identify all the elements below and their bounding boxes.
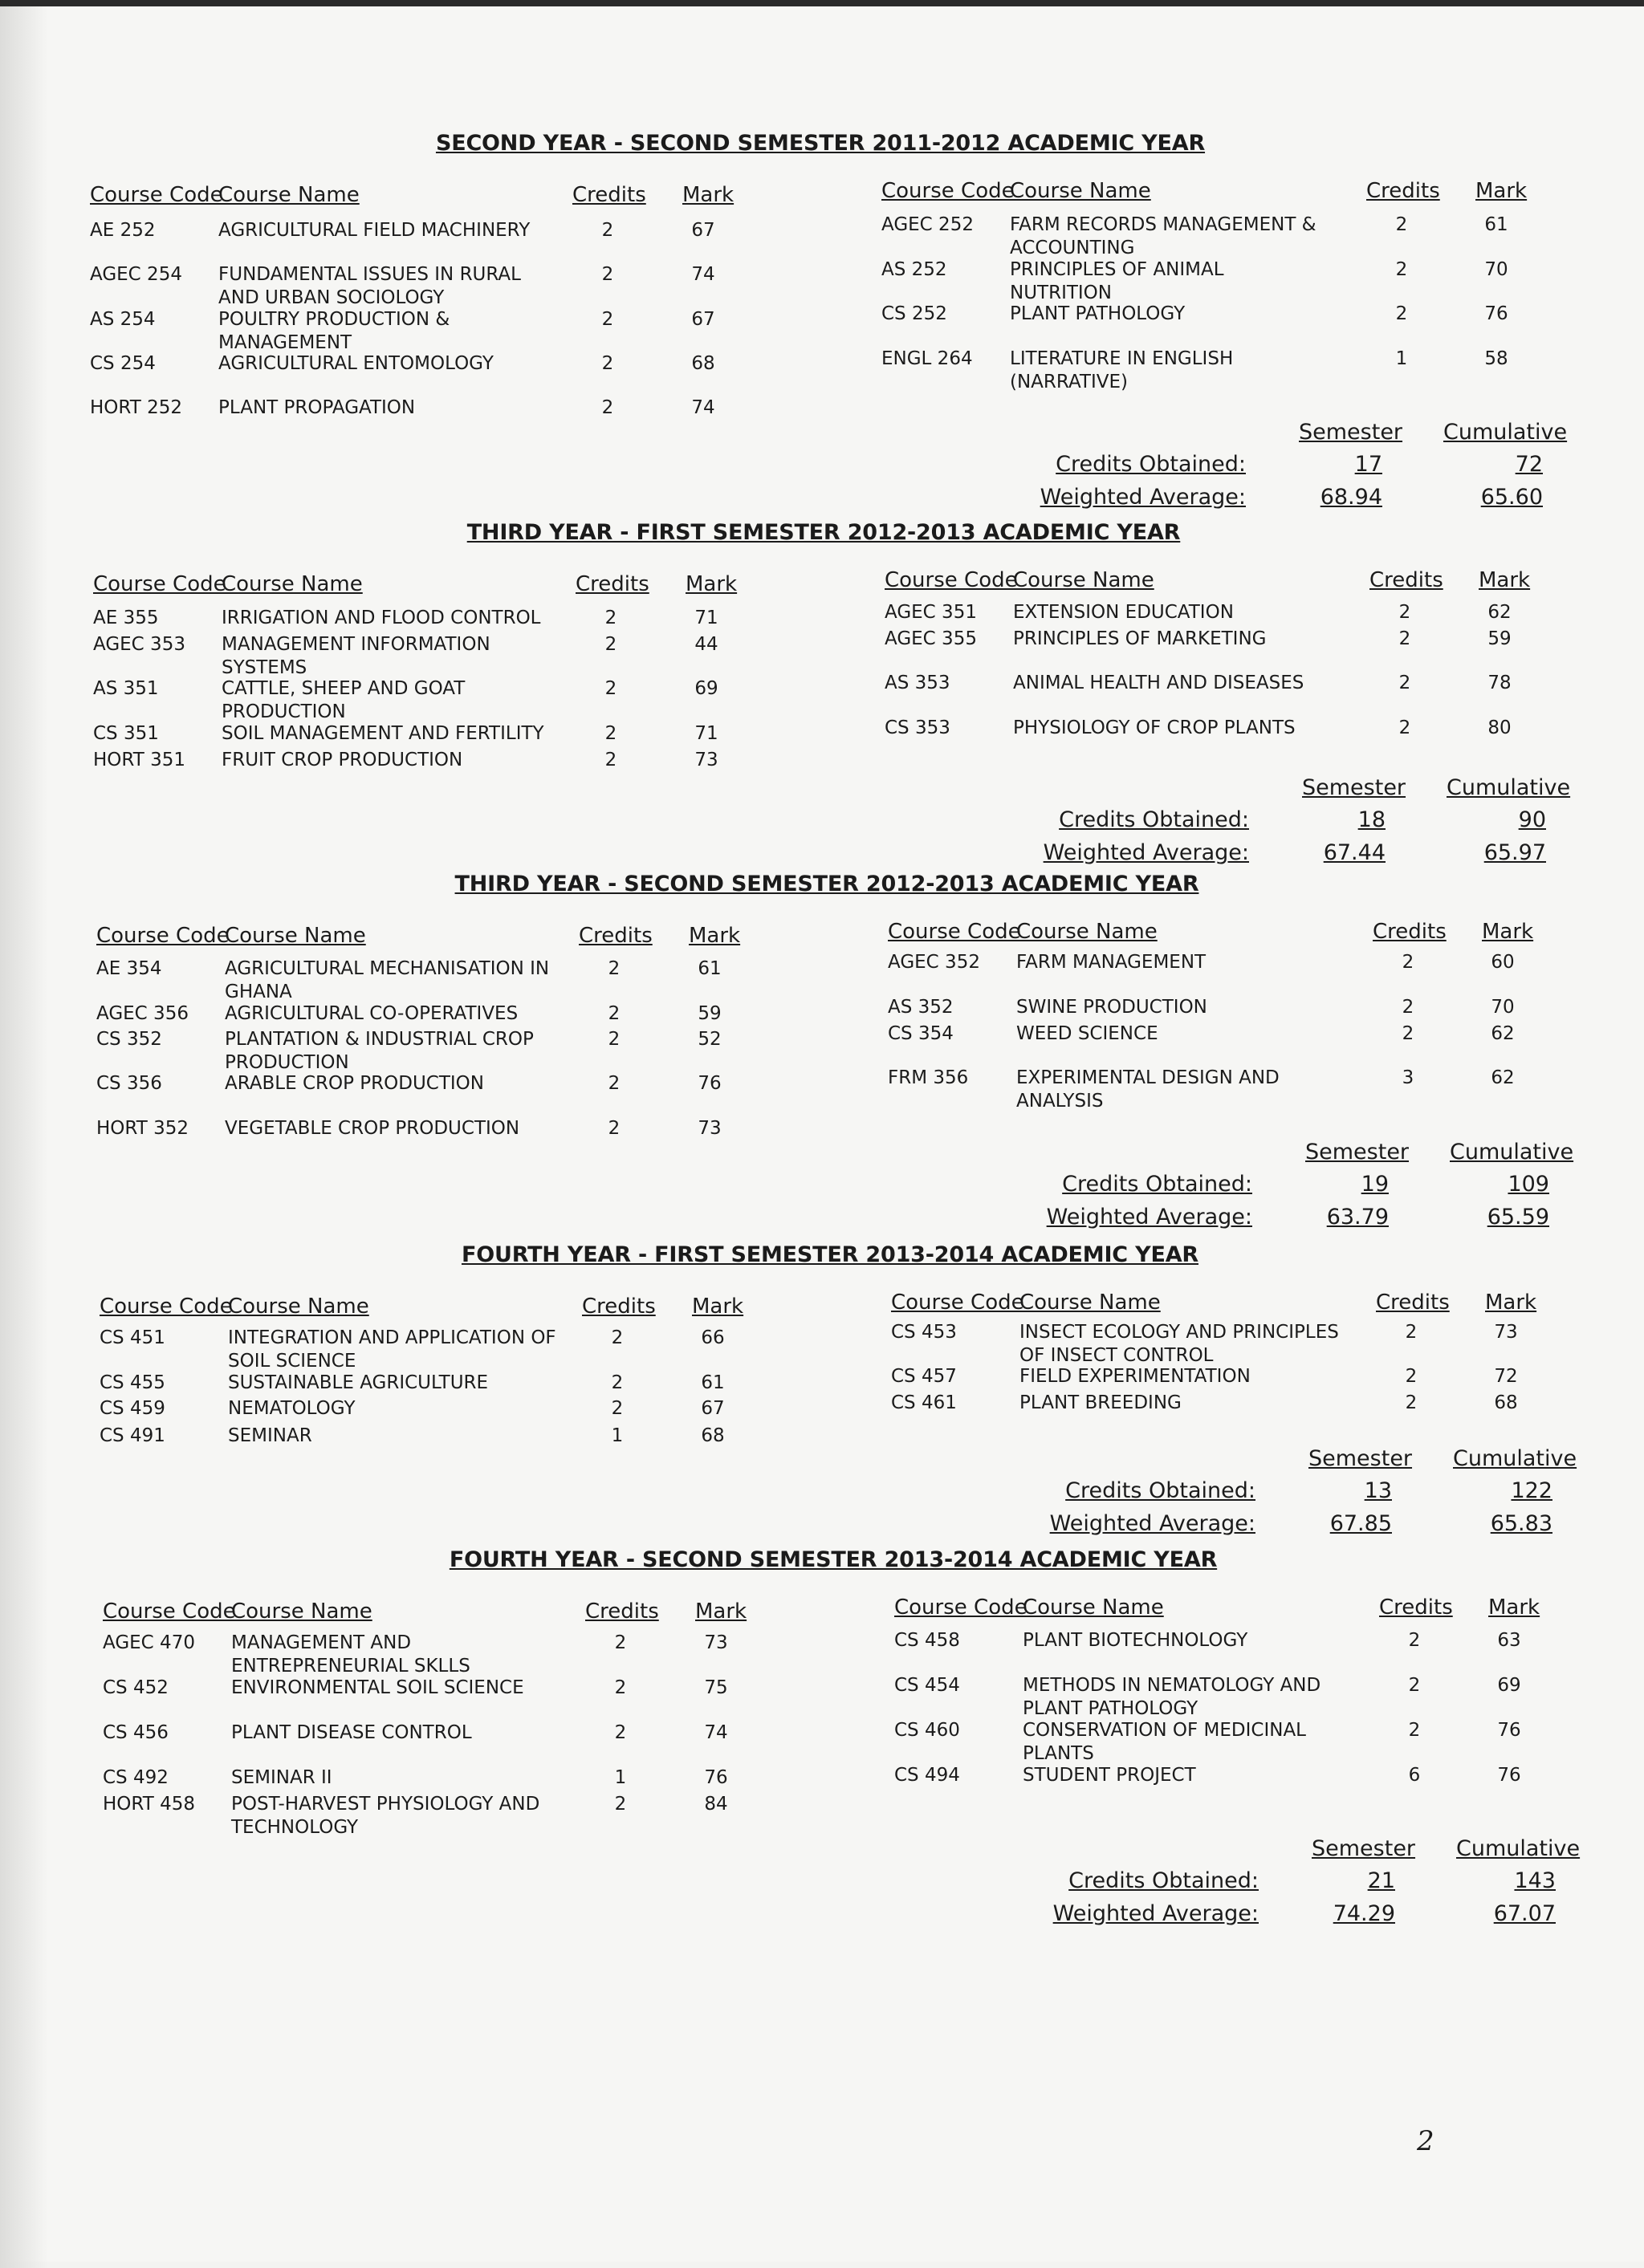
- course-mark: 61: [701, 1372, 725, 1393]
- course-credits: 2: [614, 1677, 627, 1698]
- course-name: INTEGRATION AND APPLICATION OF SOIL SCIENCE: [228, 1327, 556, 1372]
- course-name: IRRIGATION AND FLOOD CONTROL: [222, 608, 541, 628]
- header-mark: Mark: [682, 183, 735, 207]
- course-mark: 68: [1494, 1392, 1518, 1413]
- course-code: CS 455: [100, 1372, 165, 1393]
- course-credits: 2: [1398, 717, 1411, 738]
- header-credits: Credits: [1373, 920, 1447, 944]
- summary-cumulative-header: Cumulative: [1453, 1446, 1577, 1471]
- cumulative-credits: 90: [1518, 807, 1546, 832]
- semester-credits: 18: [1357, 807, 1386, 832]
- course-mark: 75: [704, 1677, 728, 1698]
- course-mark: 76: [1497, 1720, 1521, 1741]
- course-name: FARM RECORDS MANAGEMENT & ACCOUNTING: [1010, 214, 1316, 258]
- course-mark: 74: [691, 264, 715, 285]
- header-course-name: Course Name: [222, 572, 363, 596]
- course-mark: 62: [1491, 1023, 1515, 1044]
- course-credits: 1: [611, 1425, 624, 1446]
- course-mark: 74: [704, 1722, 728, 1743]
- course-credits: 3: [1402, 1067, 1414, 1088]
- course-name: EXPERIMENTAL DESIGN AND ANALYSIS: [1016, 1067, 1280, 1112]
- course-code: AGEC 352: [888, 952, 980, 973]
- section-title: FOURTH YEAR - FIRST SEMESTER 2013-2014 ACADEMIC YEAR: [461, 1242, 1198, 1267]
- header-course-code: Course Code: [885, 568, 1018, 592]
- course-code: HORT 352: [96, 1118, 189, 1139]
- semester-summary: [0, 420, 1644, 524]
- course-mark: 76: [1497, 1765, 1521, 1786]
- course-credits: 2: [604, 750, 617, 770]
- credits-obtained-label: Credits Obtained:: [1068, 1868, 1259, 1893]
- course-code: CS 451: [100, 1327, 165, 1348]
- summary-semester-header: Semester: [1305, 1140, 1410, 1164]
- course-code: AS 352: [888, 997, 954, 1018]
- course-credits: 2: [1395, 303, 1408, 324]
- course-mark: 62: [1487, 602, 1512, 623]
- course-code: CS 353: [885, 717, 950, 738]
- course-credits: 2: [1398, 628, 1411, 649]
- course-name: PLANT PATHOLOGY: [1010, 303, 1186, 324]
- course-name: PHYSIOLOGY OF CROP PLANTS: [1013, 717, 1296, 738]
- credits-obtained-label: Credits Obtained:: [1056, 452, 1246, 477]
- cumulative-credits: 109: [1508, 1172, 1549, 1197]
- course-credits: 2: [1405, 1366, 1418, 1387]
- course-code: CS 252: [881, 303, 947, 324]
- course-credits: 2: [1398, 602, 1411, 623]
- section-title: FOURTH YEAR - SECOND SEMESTER 2013-2014 ACADEMIC YEAR: [449, 1547, 1218, 1572]
- header-mark: Mark: [692, 1295, 744, 1319]
- course-name: POST-HARVEST PHYSIOLOGY AND TECHNOLOGY: [231, 1794, 540, 1838]
- course-credits: 2: [1408, 1675, 1421, 1696]
- course-name: SWINE PRODUCTION: [1016, 997, 1207, 1018]
- header-mark: Mark: [1485, 1290, 1537, 1315]
- header-credits: Credits: [1366, 179, 1440, 203]
- cumulative-weighted-average: 65.97: [1483, 840, 1546, 865]
- cumulative-weighted-average: 65.59: [1487, 1205, 1549, 1230]
- course-credits: 2: [1408, 1720, 1421, 1741]
- course-mark: 59: [698, 1003, 722, 1024]
- course-code: AS 353: [885, 673, 950, 693]
- course-name: CATTLE, SHEEP AND GOAT PRODUCTION: [222, 678, 466, 722]
- course-code: ENGL 264: [881, 348, 973, 369]
- course-code: CS 453: [891, 1322, 957, 1343]
- course-name: STUDENT PROJECT: [1023, 1765, 1196, 1786]
- course-code: AGEC 356: [96, 1003, 189, 1024]
- header-course-name: Course Name: [225, 924, 366, 948]
- header-credits: Credits: [576, 572, 649, 596]
- course-name: PRINCIPLES OF MARKETING: [1013, 628, 1267, 649]
- summary-cumulative-header: Cumulative: [1447, 775, 1571, 800]
- course-mark: 76: [704, 1767, 728, 1788]
- course-credits: 2: [1402, 1023, 1414, 1044]
- credits-obtained-label: Credits Obtained:: [1062, 1172, 1252, 1197]
- cumulative-credits: 143: [1514, 1868, 1556, 1893]
- section-title: THIRD YEAR - FIRST SEMESTER 2012-2013 ACADEMIC YEAR: [466, 520, 1181, 545]
- course-code: AS 254: [90, 309, 156, 330]
- course-credits: 2: [601, 353, 614, 374]
- semester-weighted-average: 67.85: [1329, 1511, 1392, 1536]
- cumulative-weighted-average: 65.60: [1480, 485, 1543, 510]
- course-code: CS 454: [894, 1675, 960, 1696]
- semester-credits: 21: [1367, 1868, 1395, 1893]
- course-name: PLANTATION & INDUSTRIAL CROP PRODUCTION: [225, 1029, 534, 1073]
- course-code: AGEC 470: [103, 1632, 195, 1653]
- section-title: THIRD YEAR - SECOND SEMESTER 2012-2013 ACADEMIC YEAR: [454, 872, 1199, 896]
- course-credits: 2: [1402, 997, 1414, 1018]
- course-code: AGEC 355: [885, 628, 977, 649]
- course-credits: 2: [614, 1794, 627, 1815]
- header-course-code: Course Code: [894, 1595, 1028, 1620]
- header-mark: Mark: [1488, 1595, 1540, 1620]
- course-mark: 76: [698, 1073, 722, 1094]
- semester-summary: [0, 1446, 1644, 1551]
- semester-summary: [0, 775, 1644, 880]
- course-name: PLANT BIOTECHNOLOGY: [1023, 1630, 1248, 1651]
- credits-obtained-label: Credits Obtained:: [1065, 1478, 1255, 1503]
- summary-cumulative-header: Cumulative: [1456, 1836, 1581, 1861]
- course-code: AGEC 351: [885, 602, 977, 623]
- course-mark: 62: [1491, 1067, 1515, 1088]
- header-mark: Mark: [686, 572, 738, 596]
- course-name: SOIL MANAGEMENT AND FERTILITY: [222, 723, 544, 744]
- summary-cumulative-header: Cumulative: [1443, 420, 1568, 445]
- course-code: AS 351: [93, 678, 159, 699]
- semester-summary: [0, 1836, 1644, 1941]
- course-credits: 2: [611, 1327, 624, 1348]
- header-credits: Credits: [1369, 568, 1443, 592]
- course-name: ARABLE CROP PRODUCTION: [225, 1073, 484, 1094]
- course-credits: 2: [601, 397, 614, 418]
- header-mark: Mark: [695, 1599, 747, 1624]
- course-credits: 2: [601, 220, 614, 241]
- course-name: MANAGEMENT INFORMATION SYSTEMS: [222, 634, 490, 678]
- course-mark: 73: [1494, 1322, 1518, 1343]
- course-code: CS 354: [888, 1023, 954, 1044]
- summary-semester-header: Semester: [1302, 775, 1406, 800]
- course-mark: 61: [698, 958, 722, 979]
- course-code: CS 352: [96, 1029, 162, 1050]
- course-name: METHODS IN NEMATOLOGY AND PLANT PATHOLOGY: [1023, 1675, 1321, 1719]
- course-name: EXTENSION EDUCATION: [1013, 602, 1234, 623]
- course-mark: 67: [691, 309, 715, 330]
- header-credits: Credits: [579, 924, 653, 948]
- course-code: CS 457: [891, 1366, 957, 1387]
- course-mark: 69: [694, 678, 718, 699]
- header-mark: Mark: [1475, 179, 1528, 203]
- course-name: FIELD EXPERIMENTATION: [1019, 1366, 1251, 1387]
- header-mark: Mark: [689, 924, 741, 948]
- course-mark: 84: [704, 1794, 728, 1815]
- course-code: AGEC 252: [881, 214, 974, 235]
- semester-weighted-average: 74.29: [1333, 1901, 1395, 1926]
- course-name: NEMATOLOGY: [228, 1398, 356, 1419]
- course-name: MANAGEMENT AND ENTREPRENEURIAL SKLLS: [231, 1632, 470, 1677]
- course-code: CS 460: [894, 1720, 960, 1741]
- course-mark: 69: [1497, 1675, 1521, 1696]
- course-code: CS 356: [96, 1073, 162, 1094]
- course-code: CS 351: [93, 723, 159, 744]
- header-credits: Credits: [572, 183, 646, 207]
- course-mark: 71: [694, 608, 718, 628]
- credits-obtained-label: Credits Obtained:: [1059, 807, 1249, 832]
- course-code: CS 452: [103, 1677, 169, 1698]
- semester-credits: 19: [1361, 1172, 1389, 1197]
- course-name: WEED SCIENCE: [1016, 1023, 1158, 1044]
- section-title: SECOND YEAR - SECOND SEMESTER 2011-2012 ACADEMIC YEAR: [435, 131, 1206, 156]
- header-credits: Credits: [582, 1295, 656, 1319]
- course-name: SEMINAR II: [231, 1767, 332, 1788]
- header-course-name: Course Name: [1010, 179, 1151, 203]
- course-credits: 1: [614, 1767, 627, 1788]
- course-name: PLANT PROPAGATION: [218, 397, 416, 418]
- course-credits: 2: [601, 264, 614, 285]
- course-mark: 52: [698, 1029, 722, 1050]
- header-course-name: Course Name: [1019, 1290, 1161, 1315]
- header-course-code: Course Code: [891, 1290, 1024, 1315]
- header-course-code: Course Code: [103, 1599, 236, 1624]
- semester-credits: 17: [1354, 452, 1382, 477]
- course-code: AS 252: [881, 259, 947, 280]
- cumulative-weighted-average: 65.83: [1490, 1511, 1552, 1536]
- course-credits: 2: [1405, 1392, 1418, 1413]
- header-mark: Mark: [1482, 920, 1534, 944]
- course-mark: 70: [1484, 259, 1508, 280]
- cumulative-credits: 72: [1515, 452, 1543, 477]
- semester-credits: 13: [1364, 1478, 1392, 1503]
- summary-semester-header: Semester: [1312, 1836, 1416, 1861]
- course-mark: 58: [1484, 348, 1508, 369]
- course-code: CS 491: [100, 1425, 165, 1446]
- course-code: AGEC 353: [93, 634, 185, 655]
- course-name: PLANT BREEDING: [1019, 1392, 1182, 1413]
- header-course-code: Course Code: [90, 183, 223, 207]
- course-name: SUSTAINABLE AGRICULTURE: [228, 1372, 489, 1393]
- course-mark: 73: [694, 750, 718, 770]
- summary-cumulative-header: Cumulative: [1450, 1140, 1574, 1164]
- course-code: CS 459: [100, 1398, 165, 1419]
- course-credits: 6: [1408, 1765, 1421, 1786]
- course-mark: 74: [691, 397, 715, 418]
- header-course-name: Course Name: [1023, 1595, 1164, 1620]
- course-code: HORT 252: [90, 397, 182, 418]
- header-course-name: Course Name: [228, 1295, 369, 1319]
- course-code: CS 456: [103, 1722, 169, 1743]
- course-credits: 2: [1402, 952, 1414, 973]
- weighted-average-label: Weighted Average:: [1043, 840, 1249, 865]
- course-credits: 2: [604, 608, 617, 628]
- course-credits: 1: [1395, 348, 1408, 369]
- course-code: AE 252: [90, 220, 156, 241]
- course-credits: 2: [608, 1073, 621, 1094]
- header-course-name: Course Name: [218, 183, 360, 207]
- course-credits: 2: [1405, 1322, 1418, 1343]
- course-mark: 73: [698, 1118, 722, 1139]
- course-mark: 76: [1484, 303, 1508, 324]
- course-credits: 2: [608, 1118, 621, 1139]
- course-name: FARM MANAGEMENT: [1016, 952, 1207, 973]
- course-mark: 72: [1494, 1366, 1518, 1387]
- course-credits: 2: [604, 678, 617, 699]
- course-name: FRUIT CROP PRODUCTION: [222, 750, 463, 770]
- course-credits: 2: [611, 1398, 624, 1419]
- course-code: HORT 458: [103, 1794, 195, 1815]
- course-name: ENVIRONMENTAL SOIL SCIENCE: [231, 1677, 524, 1698]
- course-credits: 2: [608, 1029, 621, 1050]
- header-credits: Credits: [1379, 1595, 1453, 1620]
- weighted-average-label: Weighted Average:: [1049, 1511, 1255, 1536]
- weighted-average-label: Weighted Average:: [1052, 1901, 1259, 1926]
- course-name: INSECT ECOLOGY AND PRINCIPLES OF INSECT CONTROL: [1019, 1322, 1339, 1366]
- course-name: PRINCIPLES OF ANIMAL NUTRITION: [1010, 259, 1224, 303]
- course-code: CS 492: [103, 1767, 169, 1788]
- weighted-average-label: Weighted Average:: [1040, 485, 1246, 510]
- course-name: PLANT DISEASE CONTROL: [231, 1722, 472, 1743]
- course-credits: 2: [1408, 1630, 1421, 1651]
- course-mark: 68: [701, 1425, 725, 1446]
- weighted-average-label: Weighted Average:: [1046, 1205, 1252, 1230]
- header-course-code: Course Code: [93, 572, 226, 596]
- header-mark: Mark: [1479, 568, 1531, 592]
- summary-semester-header: Semester: [1299, 420, 1403, 445]
- course-mark: 68: [691, 353, 715, 374]
- course-code: CS 254: [90, 353, 156, 374]
- header-credits: Credits: [585, 1599, 659, 1624]
- course-credits: 2: [608, 958, 621, 979]
- course-credits: 2: [1398, 673, 1411, 693]
- course-mark: 80: [1487, 717, 1512, 738]
- course-mark: 61: [1484, 214, 1508, 235]
- header-course-code: Course Code: [96, 924, 230, 948]
- course-credits: 2: [604, 723, 617, 744]
- course-credits: 2: [614, 1722, 627, 1743]
- course-credits: 2: [608, 1003, 621, 1024]
- header-course-code: Course Code: [881, 179, 1015, 203]
- course-credits: 2: [1395, 214, 1408, 235]
- header-course-name: Course Name: [1016, 920, 1158, 944]
- course-code: FRM 356: [888, 1067, 969, 1088]
- course-name: AGRICULTURAL FIELD MACHINERY: [218, 220, 531, 241]
- header-course-name: Course Name: [1013, 568, 1154, 592]
- course-credits: 2: [614, 1632, 627, 1653]
- course-name: AGRICULTURAL MECHANISATION IN GHANA: [225, 958, 550, 1002]
- header-credits: Credits: [1376, 1290, 1450, 1315]
- course-name: LITERATURE IN ENGLISH (NARRATIVE): [1010, 348, 1234, 392]
- course-name: VEGETABLE CROP PRODUCTION: [225, 1118, 520, 1139]
- course-code: AE 355: [93, 608, 159, 628]
- semester-weighted-average: 63.79: [1326, 1205, 1389, 1230]
- cumulative-credits: 122: [1511, 1478, 1552, 1503]
- course-name: CONSERVATION OF MEDICINAL PLANTS: [1023, 1720, 1306, 1764]
- course-code: HORT 351: [93, 750, 185, 770]
- course-mark: 71: [694, 723, 718, 744]
- course-mark: 78: [1487, 673, 1512, 693]
- semester-summary: [0, 1140, 1644, 1244]
- course-credits: 2: [604, 634, 617, 655]
- course-credits: 2: [601, 309, 614, 330]
- course-code: AGEC 254: [90, 264, 182, 285]
- header-course-name: Course Name: [231, 1599, 372, 1624]
- course-name: AGRICULTURAL ENTOMOLOGY: [218, 353, 494, 374]
- page-number: 2: [1417, 2125, 1434, 2157]
- course-mark: 66: [701, 1327, 725, 1348]
- course-mark: 73: [704, 1632, 728, 1653]
- course-credits: 2: [1395, 259, 1408, 280]
- course-code: CS 461: [891, 1392, 957, 1413]
- course-mark: 60: [1491, 952, 1515, 973]
- header-course-code: Course Code: [100, 1295, 233, 1319]
- course-code: CS 494: [894, 1765, 960, 1786]
- summary-semester-header: Semester: [1308, 1446, 1413, 1471]
- semester-weighted-average: 67.44: [1323, 840, 1386, 865]
- course-name: ANIMAL HEALTH AND DISEASES: [1013, 673, 1304, 693]
- course-name: AGRICULTURAL CO-OPERATIVES: [225, 1003, 519, 1024]
- course-name: FUNDAMENTAL ISSUES IN RURAL AND URBAN SOCIOLOGY: [218, 264, 521, 308]
- course-mark: 63: [1497, 1630, 1521, 1651]
- course-mark: 59: [1487, 628, 1512, 649]
- course-mark: 44: [694, 634, 718, 655]
- course-name: POULTRY PRODUCTION & MANAGEMENT: [218, 309, 450, 353]
- course-credits: 2: [611, 1372, 624, 1393]
- cumulative-weighted-average: 67.07: [1493, 1901, 1556, 1926]
- course-code: AE 354: [96, 958, 162, 979]
- course-name: SEMINAR: [228, 1425, 312, 1446]
- course-code: CS 458: [894, 1630, 960, 1651]
- course-mark: 67: [701, 1398, 725, 1419]
- semester-weighted-average: 68.94: [1320, 485, 1382, 510]
- course-mark: 70: [1491, 997, 1515, 1018]
- header-course-code: Course Code: [888, 920, 1021, 944]
- course-mark: 67: [691, 220, 715, 241]
